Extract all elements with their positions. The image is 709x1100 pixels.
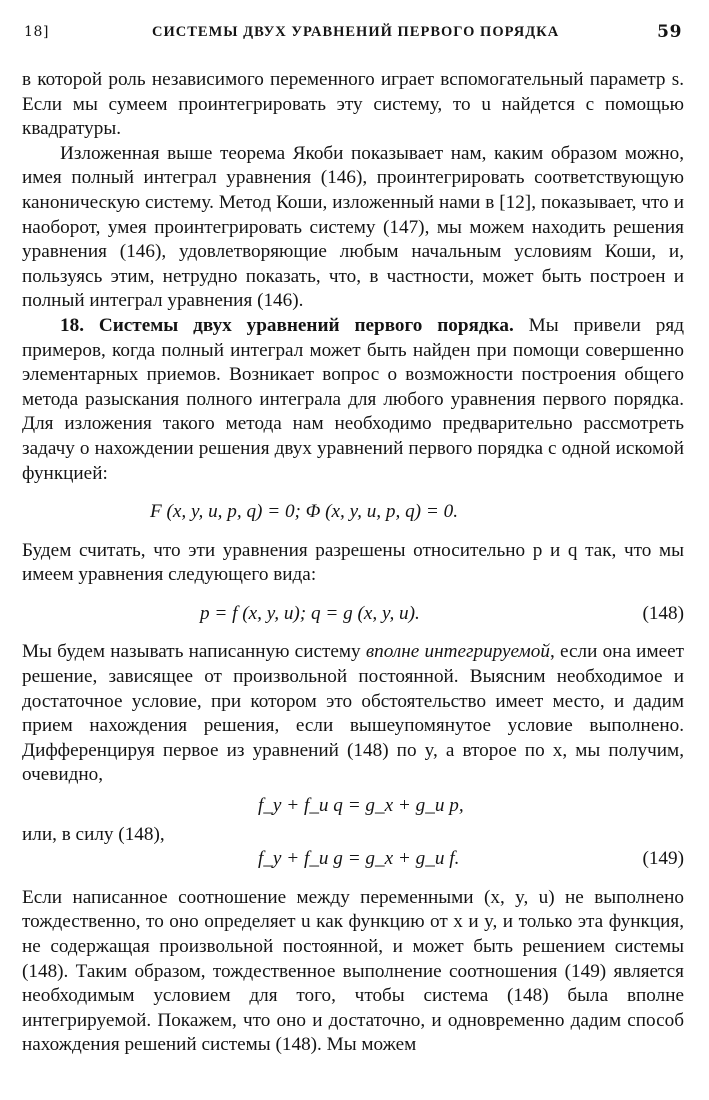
equation-148 xyxy=(22,602,684,627)
book-page xyxy=(22,0,684,1100)
page-body xyxy=(22,68,684,1058)
running-header xyxy=(22,24,684,46)
equation-system xyxy=(22,500,684,525)
paragraph-resolved: Будем считать, что эти уравнения разрешены относительно p и q так, что мы имеем уравнения следующего вида: xyxy=(22,539,684,586)
equation-149-text: f_y + f_u g = g_x + g_u f. xyxy=(258,848,460,870)
section-heading: 18. Системы двух уравнений первого порядка. xyxy=(60,314,514,336)
equation-system-text: F (x, y, u, p, q) = 0; Φ (x, y, u, p, q) = 0. xyxy=(150,501,458,523)
paragraph-condition: Если написанное соотношение между переменными (x, y, u) не выполнено тождественно, то оно определяет u как функцию от x и y, и только эта функция, не содержащая произвольной постоянной, и может быть решением системы (148). Таким образом, тождественное выполнение соотношения (149) является необходимым условием для того, чтобы система (148) была вполне интегрируемой. Покажем, что оно и достаточно, и одновременно дадим способ нахождения решений системы (148). Мы можем xyxy=(22,886,684,1056)
paragraph-jacobi: Изложенная выше теорема Якоби показывает нам, каким образом можно, имея полный интеграл уравнения (146), проинтегрировать соответствующую каноническую систему. Метод Коши, изложенный нами в [12], показывает, что и наоборот, умея проинтегрировать систему (147), мы можем находить решения уравнения (146), удовлетворяющие любым начальным условиям Коши, и, пользуясь этим, нетрудно показать, что, в частности, может быть построен и полный интеграл уравнения (146). xyxy=(22,142,684,312)
section-18-text: Мы привели ряд примеров, когда полный интеграл может быть найден при помощи совершенно элементарных приемов. Возникает вопрос о возможности построения общего метода разыскания полного интеграла для любого уравнения первого порядка. Для изложения такого метода нам необходимо предварительно рассмотреть задачу о нахождении решения двух уравнений первого порядка с одной искомой функцией: xyxy=(22,314,684,484)
paragraph-integrable: Мы будем называть написанную систему вполне интегрируемой, если она имеет решение, зависящее от произвольной постоянной. Выясним необходимое и достаточное условие, при котором это обстоятельство имеет место, и дадим прием нахождения решения, если вышеупомянутое условие выполнено. Дифференцируя первое из уравнений (148) по y, а второе по x, мы получим, очевидно, xyxy=(22,641,685,786)
equation-149-number: (149) xyxy=(642,848,684,870)
paragraph-continuation: в которой роль независимого переменного играет вспомогательный параметр s. Если мы сумеем проинтегрировать эту систему, то u найдется с помощью квадратуры. xyxy=(22,69,684,140)
equation-148-number: (148) xyxy=(642,602,684,624)
equation-derivative xyxy=(22,794,684,819)
paragraph-section-18 xyxy=(22,314,684,486)
section-marker: 18] xyxy=(24,24,50,40)
equation-derivative-text: f_y + f_u q = g_x + g_u p, xyxy=(258,795,464,817)
emphasis-term: вполне интегрируемой xyxy=(365,641,550,663)
equation-148-text: p = f (x, y, u); q = g (x, y, u). xyxy=(200,602,420,624)
equation-149 xyxy=(22,847,684,872)
header-title: СИСТЕМЫ ДВУХ УРАВНЕНИЙ ПЕРВОГО ПОРЯДКА xyxy=(152,24,560,40)
page-number: 59 xyxy=(657,22,682,42)
paragraph-by-148: или, в силу (148), xyxy=(22,823,165,845)
